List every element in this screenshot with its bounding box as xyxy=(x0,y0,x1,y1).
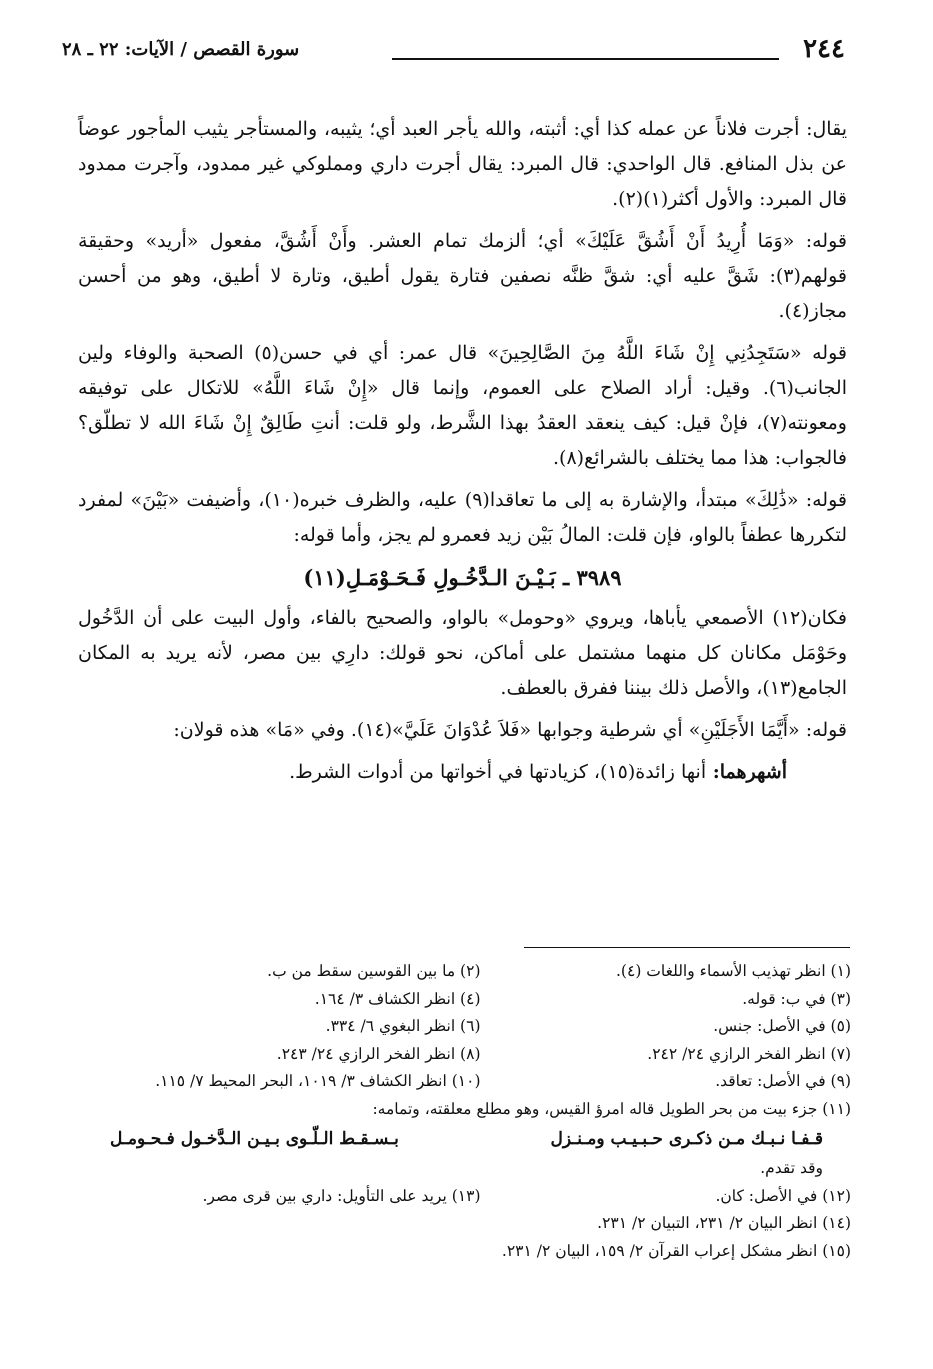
footnote-row xyxy=(110,1041,851,1069)
footnote: (١٤) انظر البيان ٢/ ٢٣١، التبيان ٢/ ٢٣١. xyxy=(597,1214,851,1232)
poem-verse xyxy=(110,1123,851,1155)
footnote: (١٣) يريد على التأويل: داري بين قرى مصر. xyxy=(202,1186,481,1205)
running-header xyxy=(62,34,845,66)
footnotes xyxy=(110,958,851,1265)
footnote-row xyxy=(110,958,851,986)
footnote: (٥) في الأصل: جنس. xyxy=(713,1017,851,1035)
footnote: (١٠) انظر الكشاف ٣/ ١٠١٩، البحر المحيط ٧/ ١١٥. xyxy=(155,1072,481,1090)
paragraph xyxy=(78,755,847,790)
header-rule xyxy=(392,58,779,60)
footnote-row xyxy=(110,1183,851,1211)
footnote: (٩) في الأصل: تعاقد. xyxy=(715,1072,851,1090)
footnote: (٢) ما بين القوسين سقط من ب. xyxy=(267,962,481,980)
bold-term: أشهرهما: xyxy=(706,761,787,783)
header-title: سورة القصص / الآيات: ٢٢ ـ ٢٨ xyxy=(62,39,300,60)
main-text xyxy=(78,112,847,797)
footnote-continuation: وقد تقدم. xyxy=(760,1159,823,1177)
paragraph: فكان(١٢) الأصمعي يأباها، ويروي «وحومل» بالواو، والصحيح بالفاء، وأول البيت على أن الدَّخُول وحَوْمَل مكانان كل منهما مشتمل على أماكن، نحو قولك: دارِي بين مصر، لأنه يريد به المكان الجامع(١٣)، والأصل ذلك بيننا ففرق بالعطف. xyxy=(78,607,847,699)
footnote: (٤) انظر الكشاف ٣/ ١٦٤. xyxy=(314,989,481,1008)
footnote-row xyxy=(110,986,851,1014)
footnote: (٨) انظر الفخر الرازي ٢٤/ ٢٤٣. xyxy=(276,1044,481,1063)
page-number: ٢٤٤ xyxy=(803,34,845,64)
footnote: (١) انظر تهذيب الأسماء واللغات (٤). xyxy=(616,962,851,980)
paragraph: قوله: «أَيَّمَا الأَجَلَيْنِ» أي شرطية وجوابها «فَلاَ عُدْوَانَ عَلَيَّ»(١٤). وفي «مَا» هذه قولان: xyxy=(173,719,847,741)
verse-heading: ٣٩٨٩ ـ بَـيْـنَ الـدَّخُـولِ فَـحَـوْمَـلِ(١١) xyxy=(303,565,622,590)
footnote: (٣) في ب: قوله. xyxy=(742,989,851,1008)
footnote: (٧) انظر الفخر الرازي ٢٤/ ٢٤٢. xyxy=(647,1044,851,1063)
footnote-separator xyxy=(524,947,850,948)
footnote: (١٢) في الأصل: كان. xyxy=(715,1186,851,1205)
footnote-row xyxy=(110,1068,851,1096)
footnote: (١١) جزء بيت من بحر الطويل قاله امرؤ القيس، وهو مطلع معلقته، وتمامه: xyxy=(372,1099,851,1118)
footnote-row xyxy=(110,1013,851,1041)
footnote: (٦) انظر البغوي ٦/ ٣٣٤. xyxy=(325,1017,481,1035)
paragraph: قوله: «ذَٰلِكَ» مبتدأ، والإشارة به إلى ما تعاقدا(٩) عليه، والظرف خبره(١٠)، وأضيفت «بَيْنَ» لمفرد لتكررها عطفاً بالواو، فإن قلت: المالُ بَيْن زيد فعمرو لم يجز، وأما قوله: xyxy=(78,489,847,546)
footnote: (١٥) انظر مشكل إعراب القرآن ٢/ ١٥٩، البيان ٢/ ٢٣١. xyxy=(501,1241,851,1260)
poem-hemistich: بـسـقـط الـلّـوى بـيـن الـدَّخـول فـحـومـل xyxy=(110,1129,399,1149)
poem-hemistich: قـفـا نـبـك مـن ذكـرى حـبـيـب ومـنـزل xyxy=(550,1129,823,1149)
paragraph: قوله «سَتَجِدُنِي إِنْ شَاءَ اللَّهُ مِنَ الصَّالِحِينَ» قال عمر: أي في حسن(٥) الصحبة والوفاء ولين الجانب(٦). وقيل: أراد الصلاح على العموم، وإنما قال «إِنْ شَاءَ اللَّهُ» للاتكال على توفيقه ومعونته(٧)، فإنْ قيل: كيف ينعقد العقدُ بهذا الشَّرط، ولو قلت: أنتِ طَالِقٌ إِنْ شَاءَ الله لا تطلّق؟ فالجواب: هذا مما يختلف بالشرائع(٨). xyxy=(78,342,847,469)
paragraph: يقال: أجرت فلاناً عن عمله كذا أي: أثبته، والله يأجر العبد أي؛ يثيبه، والمستأجر يثيب المأجور عوضاً عن بذل المنافع. قال الواحدي: قال المبرد: يقال أجرت داري ومملوكي غير ممدود، وآجرت ممدود قال المبرد: والأول أكثر(١)(٢). xyxy=(78,118,847,210)
paragraph-text: أنها زائدة(١٥)، كزيادتها في أخواتها من أدوات الشرط. xyxy=(289,761,707,783)
paragraph: قوله: «وَمَا أُرِيدُ أَنْ أَشُقَّ عَلَيْكَ» أي؛ ألزمك تمام العشر. وأَنْ أَشُقَّ، مفعول «أريد» وحقيقة قولهم(٣): شَقَّ عليه أي: شقَّ ظنَّه نصفين فتارة يقول أطيق، وتارة لا أطيق، وهو من أحسن مجاز(٤). xyxy=(78,230,847,322)
